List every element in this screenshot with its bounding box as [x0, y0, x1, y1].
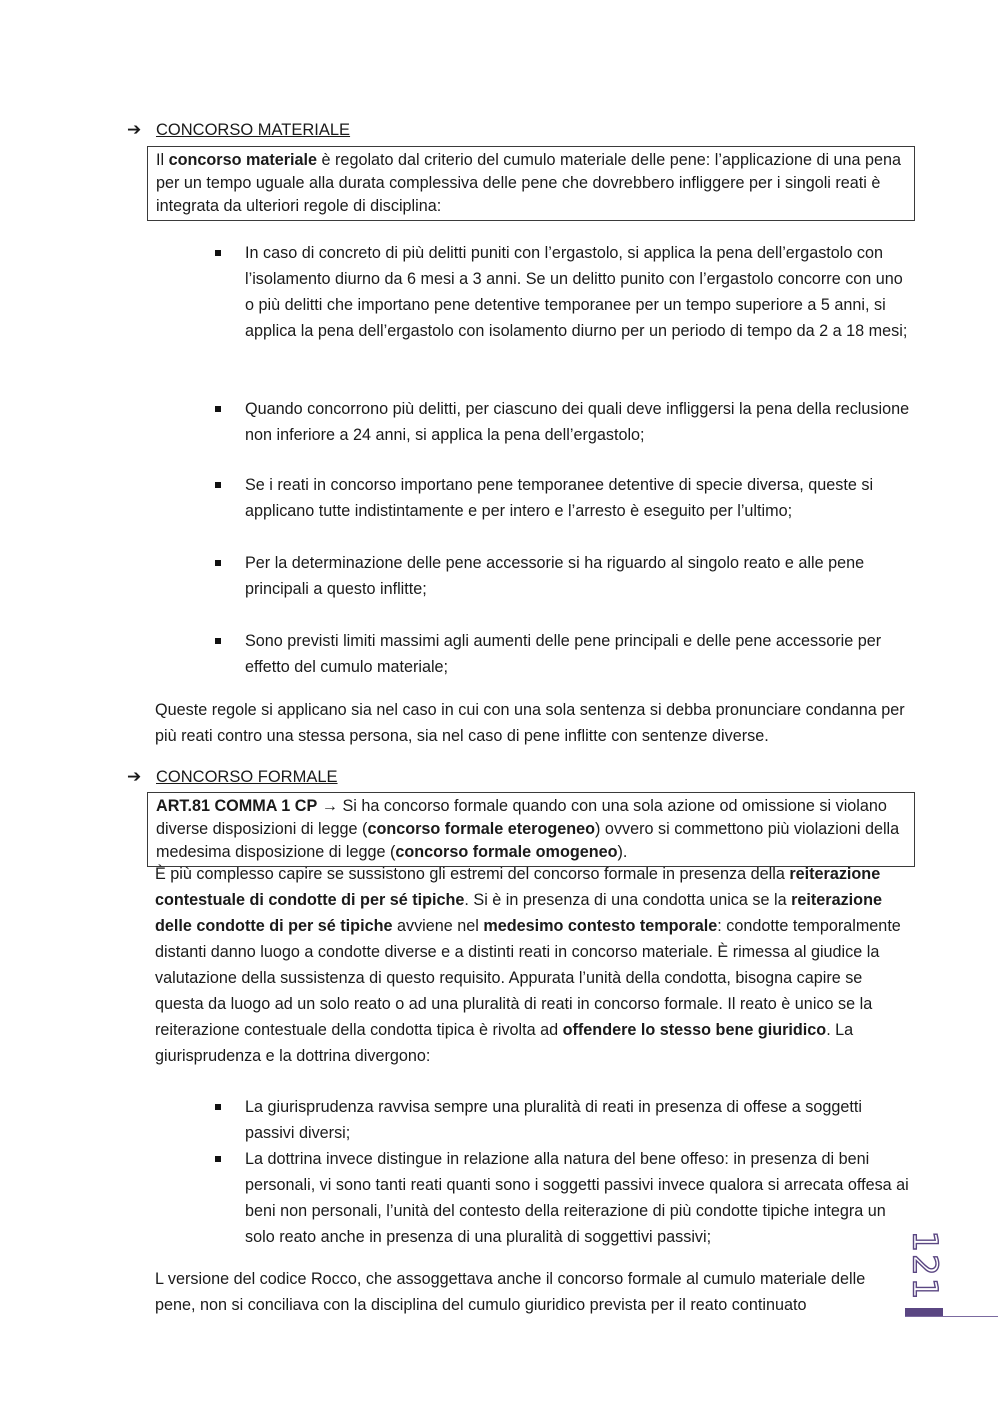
text-run: → Si ha concorso formale quando con una sola azione od omissione si violano diverse disposizioni di legge (: [156, 797, 887, 838]
square-bullet-icon: [215, 560, 221, 566]
list-item-text: Se i reati in concorso importano pene temporanee detentive di specie diversa, queste si applicano tutte indistintamente e per intero e l’arresto è eseguito per l’ultimo;: [245, 476, 874, 520]
bold-text-run: concorso formale eterogeneo: [367, 820, 596, 838]
text-run: ) ovvero si commettono più violazioni della medesima disposizione di legge (: [156, 820, 900, 861]
list-item: [210, 396, 915, 448]
text-run: . Si è in presenza di una condotta unica se la: [464, 891, 792, 909]
square-bullet-icon: [215, 250, 221, 256]
square-bullet-icon: [215, 482, 221, 488]
list-item-text: La dottrina invece distingue in relazione alla natura del bene offeso: in presenza di beni personali, vi sono tanti reati quanti sono i soggetti passivi invece qualora si arrecata offesa ai beni non personali, l’unità del contesto della reiterazione di più condotte tipiche integra un solo reato anche in presenza di una pluralità di soggettivi passivi;: [245, 1150, 909, 1246]
text-run: Il: [156, 151, 169, 169]
bullet-list-concorso-formale: [210, 1094, 915, 1250]
page-number-text: 121: [904, 1230, 944, 1302]
bold-text-run: medesimo contesto temporale: [483, 917, 718, 935]
closing-paragraph-codice-rocco: L versione del codice Rocco, che assoggettava anche il concorso formale al cumulo materiale delle pene, non si conciliava con la disciplina del cumulo giuridico prevista per il reato continuato: [155, 1270, 866, 1314]
bullet-list-concorso-materiale: [210, 240, 915, 344]
square-bullet-icon: [215, 1156, 221, 1162]
definition-box-concorso-materiale: [147, 146, 915, 221]
bold-text-run: ART.81 COMMA 1 CP: [156, 797, 318, 815]
bold-text-run: concorso materiale: [168, 151, 318, 169]
square-bullet-icon: [215, 1104, 221, 1110]
text-run: . La giurisprudenza e la dottrina divergono:: [155, 1021, 854, 1065]
right-arrow-icon: ➔: [127, 767, 142, 786]
text-run: è regolato dal criterio del cumulo materiale delle pene: l’applicazione di una pena per un tempo uguale alla durata complessiva delle pene che dovrebbero infliggere per i singoli reati è integrata da ulteriori regole di disciplina:: [156, 151, 902, 215]
text-run: ).: [617, 843, 628, 861]
list-item: [210, 240, 915, 344]
closing-paragraph-concorso-materiale: Queste regole si applicano sia nel caso in cui con una sola sentenza si debba pronunciare condanna per più reati contro una stessa persona, sia nel caso di pene inflitte con sentenze diverse.: [155, 701, 905, 745]
list-item: [210, 472, 915, 524]
square-bullet-icon: [215, 406, 221, 412]
bullet-list-concorso-materiale-4: [210, 550, 915, 602]
definition-box-art81: [147, 792, 915, 867]
bold-text-run: reiterazione contestuale di condotte di per sé tipiche: [155, 865, 881, 909]
list-item-text: Quando concorrono più delitti, per ciascuno dei quali deve infliggersi la pena della reclusione non inferiore a 24 anni, si applica la pena dell’ergastolo;: [245, 400, 910, 444]
bullet-list-concorso-materiale-2: [210, 396, 915, 448]
list-item: [210, 1094, 915, 1146]
list-item-text: Sono previsti limiti massimi agli aumenti delle pene principali e delle pene accessorie per effetto del cumulo materiale;: [245, 632, 882, 676]
list-item-text: La giurisprudenza ravvisa sempre una pluralità di reati in presenza di offese a soggetti passivi diversi;: [245, 1098, 862, 1142]
text-run: avviene nel: [392, 917, 484, 935]
section-heading-concorso-materiale: [127, 120, 350, 140]
list-item: [210, 550, 915, 602]
list-item: [210, 1146, 915, 1250]
bullet-list-concorso-materiale-5: [210, 628, 915, 680]
list-item-text: In caso di concreto di più delitti puniti con l’ergastolo, si applica la pena dell’ergastolo con l’isolamento diurno da 6 mesi a 3 anni. Se un delitto punito con l’ergastolo concorre con uno o più delitti che importano pene detentive temporanee per un tempo superiore a 5 anni, si applica la pena dell’ergastolo con isolamento diurno per un periodo di tempo da 2 a 18 mesi;: [245, 244, 908, 340]
bold-text-run: reiterazione delle condotte di per sé tipiche: [155, 891, 882, 935]
bold-text-run: offendere lo stesso bene giuridico: [562, 1021, 827, 1039]
list-item-text: Per la determinazione delle pene accessorie si ha riguardo al singolo reato e alle pene principali a questo inflitte;: [245, 554, 865, 598]
section-heading-concorso-formale: [127, 767, 338, 787]
bold-text-run: concorso formale omogeneo: [395, 843, 618, 861]
square-bullet-icon: [215, 638, 221, 644]
heading-text: CONCORSO FORMALE: [156, 767, 338, 786]
text-run: : condotte temporalmente distanti danno luogo a condotte diverse e a distinti reati in concorso materiale. È rimessa al giudice la valutazione della sussistenza di questo requisito. Appurata l’unità della condotta, bisogna capire se questa da luogo ad un solo reato o ad una pluralità di reati in concorso formale. Il reato è unico se la reiterazione contestuale della condotta tipica è rivolta ad: [155, 917, 901, 1039]
right-arrow-icon: ➔: [127, 120, 142, 139]
text-run: È più complesso capire se sussistono gli estremi del concorso formale in presenza della: [155, 865, 790, 883]
body-paragraph-concorso-formale: [155, 861, 907, 1069]
page-footer-line: [905, 1316, 998, 1317]
page-number: [900, 1232, 948, 1300]
list-item: [210, 628, 915, 680]
bullet-list-concorso-materiale-3: [210, 472, 915, 524]
heading-text: CONCORSO MATERIALE: [156, 120, 351, 139]
